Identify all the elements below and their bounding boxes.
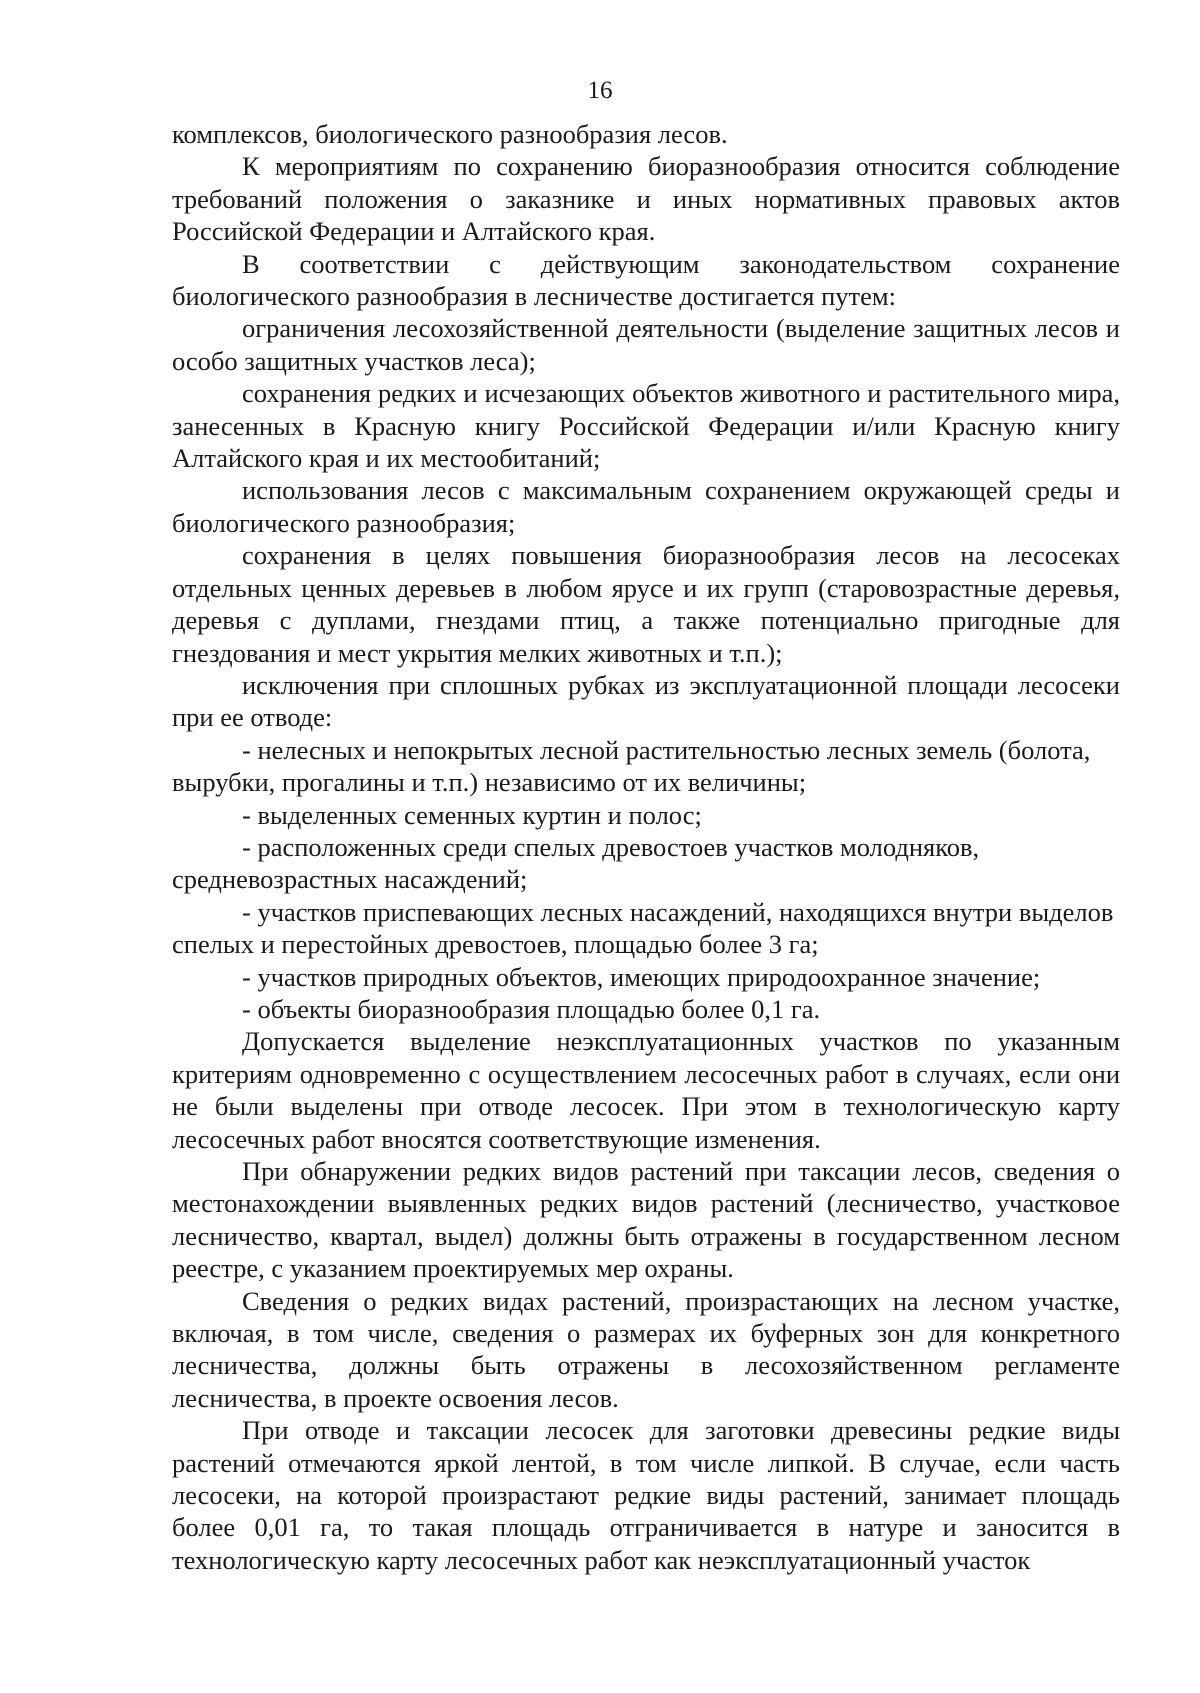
body-text xyxy=(172,118,1120,1576)
paragraph: При обнаружении редких видов растений при таксации лесов, сведения о местонахождении выявленных редких видов растений (лесничество, участковое лесничество, квартал, выдел) должны быть отражены в государственном лесном реестре, с указанием проектируемых мер охраны. xyxy=(172,1156,1120,1284)
paragraph: комплексов, биологического разнообразия лесов. xyxy=(172,119,728,149)
paragraph: - участков приспевающих лесных насаждений, находящихся внутри выделов спелых и перестойных древостоев, площадью более 3 га; xyxy=(172,896,1114,960)
paragraph: Допускается выделение неэксплуатационных участков по указанным критериям одновременно с осуществлением лесосечных работ в случаях, если они не были выделены при отводе лесосек. При этом в технологическую карту лесосечных работ вносятся соответствующие изменения. xyxy=(172,1026,1120,1154)
paragraph: В соответствии с действующим законодательством сохранение биологического разнообразия в лесничестве достигается путем: xyxy=(172,248,1120,312)
paragraph: - выделенных семенных куртин и полос; xyxy=(242,799,702,830)
paragraph: - нелесных и непокрытых лесной растительностью лесных земель (болота, вырубки, прогалины и т.п.) независимо от их величины; xyxy=(172,734,1091,798)
paragraph: ограничения лесохозяйственной деятельности (выделение защитных лесов и особо защитных участков леса); xyxy=(172,313,1120,376)
page-number: 16 xyxy=(587,77,613,104)
paragraph: исключения при сплошных рубках из эксплуатационной площади лесосеки при ее отводе: xyxy=(172,669,1120,733)
paragraph: При отводе и таксации лесосек для заготовки древесины редкие виды растений отмечаются яркой лентой, в том числе липкой. В случае, если часть лесосеки, на которой произрастают редкие виды растений, занимает площадь более 0,01 га, то такая площадь отграничивается в натуре и заносится в технологическую карту лесосечных работ как неэксплуатационный участок xyxy=(172,1415,1120,1575)
paragraph: сохранения редких и исчезающих объектов животного и растительного мира, занесенных в Красную книгу Российской Федерации и/или Красную книгу Алтайского края и их местообитаний; xyxy=(172,378,1120,474)
paragraph: - объекты биоразнообразия площадью более 0,1 га. xyxy=(242,993,821,1024)
paragraph: - расположенных среди спелых древостоев участков молодняков, средневозрастных насаждений; xyxy=(172,831,980,895)
paragraph: использования лесов с максимальным сохранением окружающей среды и биологического разнообразия; xyxy=(172,475,1120,538)
paragraph: сохранения в целях повышения биоразнообразия лесов на лесосеках отдельных ценных деревьев в любом ярусе и их групп (старовозрастные деревья, деревья с дуплами, гнездами птиц, а также потенциально пригодные для гнездования и мест укрытия мелких животных и т.п.); xyxy=(172,540,1120,668)
paragraph: - участков природных объектов, имеющих природоохранное значение; xyxy=(242,961,1041,992)
paragraph: К мероприятиям по сохранению биоразнообразия относится соблюдение требований положения о заказнике и иных нормативных правовых актов Российской Федерации и Алтайского края. xyxy=(172,151,1120,247)
paragraph: Сведения о редких видах растений, произрастающих на лесном участке, включая, в том числе, сведения о размерах их буферных зон для конкретного лесничества, должны быть отражены в лесохозяйственном регламенте лесничества, в проекте освоения лесов. xyxy=(172,1285,1120,1413)
